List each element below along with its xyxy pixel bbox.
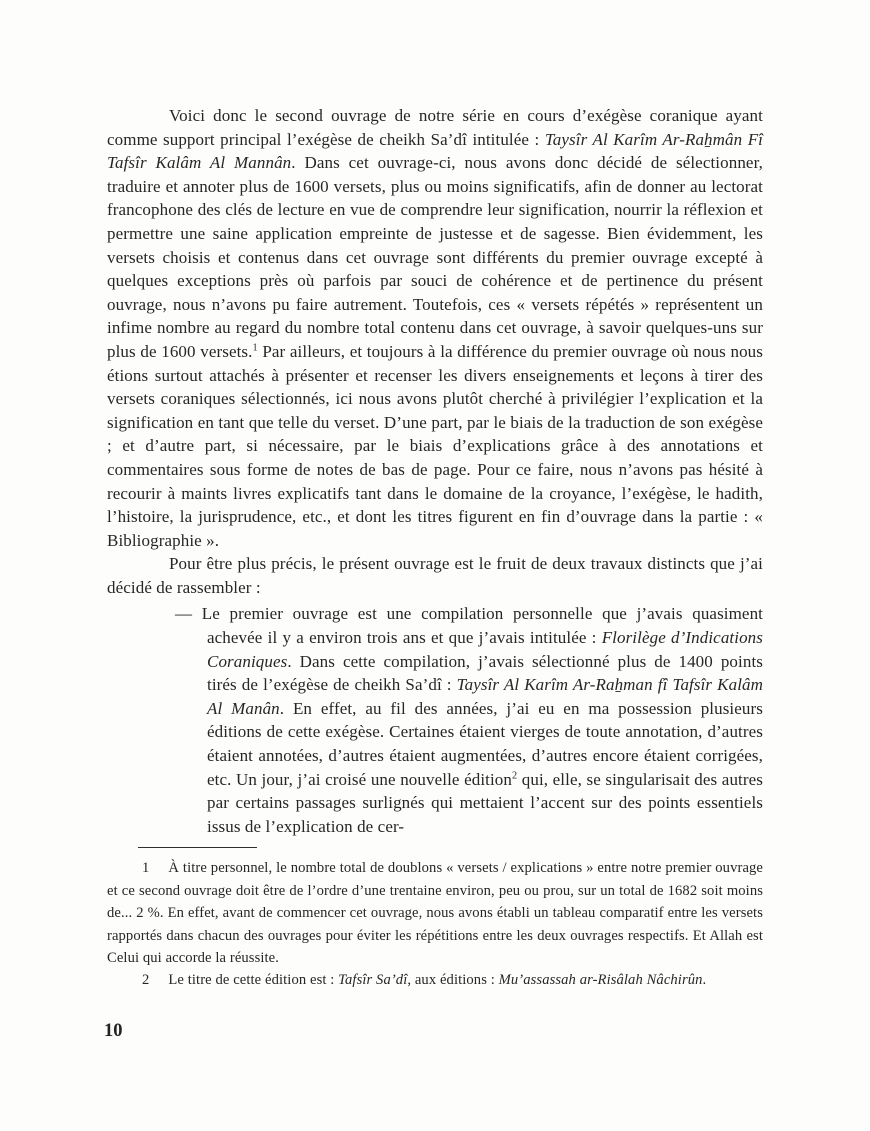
paragraph-2 (107, 552, 763, 599)
text-run: Pour être plus précis, le présent ouvrage est le fruit de deux travaux distincts que j’ai décidé de rassembler : (107, 554, 763, 597)
footnotes (107, 857, 763, 991)
footnote-separator (138, 847, 257, 848)
text-run: qui, elle, se singularisait des autres par certains passages surlignés qui mettaient l’accent sur des points essentiels issus de l’explication de cer- (207, 769, 763, 836)
text-run: . Dans cet ouvrage-ci, nous avons donc décidé de sélectionner, traduire et annoter plus de 1600 versets, plus ou moins significatifs, afin de donner au lectorat francophone des clés de lecture en vue de comprendre leur signification, nourrir la réflexion et permettre une saine application empreinte de justesse et de sagesse. Bien évidemment, les versets choisis et contenus dans cet ouvrage sont différents du premier ouvrage excepté à quelques exceptions près où parfois par souci de cohérence et de pertinence du présent ouvrage, nous n’avons pu faire autrement. Toutefois, ces « versets répétés » représentent un infime nombre au regard du nombre total contenu dans cet ouvrage, à savoir quelques-uns sur plus de 1600 versets. (107, 153, 763, 361)
text-run: — Le premier ouvrage est une compilation personnelle que j’avais quasiment achevée il y a environ trois ans et que j’avais intitulée : (175, 604, 763, 648)
page-number: 10 (104, 1021, 123, 1041)
footnote-number: 1 (142, 860, 150, 877)
text-run: Le titre de cette édition est : (168, 972, 339, 989)
text-run: , aux éditions : (407, 972, 499, 989)
italic-title: Taysîr Al Karîm Ar-Raẖmân Fî Tafsîr Kalâm Al Mannân (107, 129, 764, 173)
footnote-marker: 2 (512, 769, 518, 781)
italic-title: Tafsîr Sa’dî (338, 972, 408, 989)
italic-title: Mu’assassah ar-Risâlah Nâchirûn (498, 972, 703, 989)
text-run: Voici donc le second ouvrage de notre série en cours d’exégèse coranique ayant comme support principal l’exégèse de cheikh Sa’dî intitulée : (107, 106, 763, 149)
text-run: Par ailleurs, et toujours à la différence du premier ouvrage où nous nous étions surtout attachés à présenter et recenser les divers enseignements et leçons à tirer des versets coraniques sélectionnés, ici nous avons plutôt cherché à privilégier l’explication et la signification en tant que telle du verset. D’une part, par le biais de la traduction de son exégèse ; et d’autre part, si nécessaire, par le biais d’explications grâce à des annotations et commentaires sous forme de notes de bas de page. Pour ce faire, nous n’avons pas hésité à recourir à maints livres explicatifs tant dans le domaine de la croyance, l’exégèse, le hadith, l’histoire, la jurisprudence, etc., et dont les titres figurent en fin d’ouvrage dans la partie : « Bibliographie ». (107, 341, 763, 550)
text-run: . Dans cette compilation, j’avais sélectionné plus de 1400 points tirés de l’exégèse de cheikh Sa’dî : (207, 651, 763, 695)
body-text (107, 104, 763, 838)
paragraph-1 (107, 104, 763, 552)
footnote-marker: 1 (252, 342, 258, 354)
italic-title: Taysîr Al Karîm Ar-Raẖman fî Tafsîr Kalâm Al Manân (207, 675, 763, 718)
footnote-1 (107, 857, 763, 969)
text-run: . En effet, au fil des années, j’ai eu en ma possession plusieurs éditions de cette exégèse. Certaines étaient vierges de toute annotation, d’autres étaient annotées, d’autres étaient augmentées, d’autres encore étaient corrigées, etc. Un jour, j’ai croisé une nouvelle édition (207, 698, 763, 789)
text-run: À titre personnel, le nombre total de doublons « versets / explications » entre notre premier ouvrage et ce second ouvrage doit être de l’ordre d’une trentaine environ, peu ou prou, sur un total de 1682 soit moins de... 2 %. En effet, avant de commencer cet ouvrage, nous avons établi un tableau comparatif entre les versets rapportés dans chacun des ouvrages pour éviter les répétitions entre les deux ouvrages respectifs. Et Allah est Celui qui accorde la réussite. (107, 860, 763, 967)
page-content (107, 104, 763, 992)
footnote-2 (107, 969, 763, 991)
italic-title: Florilège d’Indications Coraniques (207, 628, 763, 671)
text-run: . (702, 972, 707, 989)
list-item-1 (107, 602, 763, 838)
footnote-number: 2 (142, 972, 150, 989)
